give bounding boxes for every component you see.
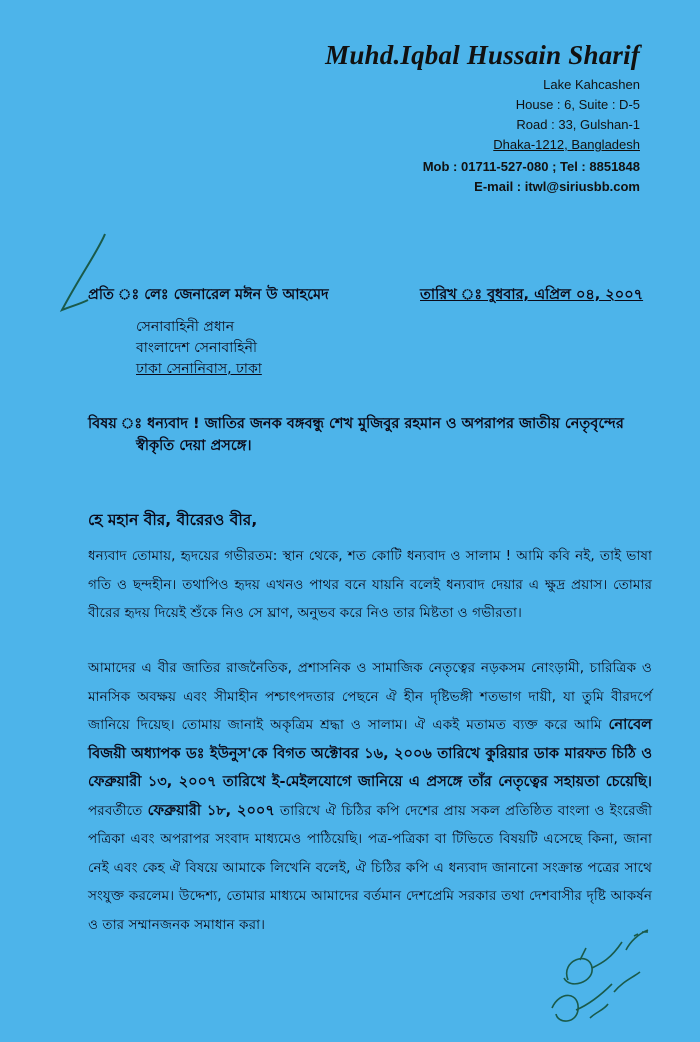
paragraph-2-bold-b: ফেব্রুয়ারী ১৮, ২০০৭ [147, 802, 275, 819]
recipient-location: ঢাকা সেনানিবাস, ঢাকা [136, 361, 262, 377]
recipient-title: সেনাবাহিনী প্রধান [136, 319, 235, 335]
address-line-2: House : 6, Suite : D-5 [515, 97, 640, 112]
letter-date: তারিখ ঃ বুধবার, এপ্রিল ০৪, ২০০৭ [420, 287, 644, 303]
address-line-3: Road : 33, Gulshan-1 [516, 117, 640, 132]
greeting: হে মহান বীর, বীরেরও বীর, [88, 511, 258, 529]
phone-line: Mob : 01711-527-080 ; Tel : 8851848 [422, 159, 640, 174]
paragraph-1: ধন্যবাদ তোমায়, হৃদয়ের গভীরতম: স্থান থেকে, শত কোটি ধন্যবাদ ও সালাম ! আমি কবি নই, তাই ভাষা গতি ও ছন্দহীন। তথাপিও হৃদয় এখনও পাথর বনে যায়নি বলেই ধন্যবাদ দেয়ার এ ক্ষুদ্র প্রয়াস। তোমার বীরের হৃদয় দিয়েই শুঁকে নিও সে ঘ্রাণ, অনুভব করে নিও তার মিষ্টতা ও গভীরতা। [88, 548, 652, 621]
letterhead [325, 40, 640, 197]
paragraph-2-c: পরবর্তীতে [88, 802, 148, 819]
subject [88, 413, 648, 457]
paragraph-2-e: তারিখে ঐ চিঠির কপি দেশের প্রায় সকল প্রতিষ্ঠিত বাংলা ও ইংরেজী পত্রিকা এবং অপরাপর সংবাদ মাধ্যমেও পাঠিয়েছি। পত্র-পত্রিকা বা টিভিতে বিষয়টি এসেছে কিনা, জানা নেই এবং কেহ ঐ বিষয়ে আমাকে লিখেনি বলেই, ঐ চিঠির কপি এ ধন্যবাদ জানানো সংক্রান্ত পত্রের সাথে সংযুক্ত করলেম। উদ্দেশ্য, তোমার মাধ্যমে আমাদের বর্তমান দেশপ্রেমি সরকার তথা দেশবাসীর দৃষ্টি আকর্ষন ও তার সম্মানজনক সমাধান করা। [88, 802, 652, 933]
handwritten-signature [530, 920, 660, 1040]
recipient-org: বাংলাদেশ সেনাবাহিনী [136, 340, 258, 356]
paragraph-2-bold-a: নোবেল বিজয়ী অধ্যাপক ডঃ ইউনুস'কে বিগত অক্টোবর ১৬, ২০০৬ তারিখে কুরিয়ার ডাক মারফত চিঠি ও ফেব্রুয়ারী ১৩, ২০০৭ তারিখে ই-মেইলযোগে জানিয়ে এ প্রসঙ্গে তাঁর নেতৃত্বের সহায়তা চেয়েছি। [88, 717, 652, 790]
email-line: E-mail : itwl@siriusbb.com [474, 179, 640, 194]
subject-line-2: স্বীকৃতি দেয়া প্রসঙ্গে। [136, 438, 252, 454]
recipient-to: প্রতি ঃ লেঃ জেনারেল মঈন উ আহমেদ [88, 287, 329, 303]
address-line-4: Dhaka-1212, Bangladesh [493, 137, 640, 152]
sender-name: Muhd.Iqbal Hussain Sharif [325, 40, 640, 70]
subject-line-1: বিষয় ঃ ধন্যবাদ ! জাতির জনক বঙ্গবন্ধু শেখ মুজিবুর রহমান ও অপরাপর জাতীয় নেতৃবৃন্দের [88, 416, 624, 432]
address-line-1: Lake Kahcashen [543, 77, 640, 92]
paragraph-2 [88, 654, 652, 939]
paragraph-2-a: আমাদের এ বীর জাতির রাজনৈতিক, প্রশাসনিক ও সামাজিক নেতৃত্বের নড়কসম নোংড়ামী, চারিত্রিক ও মানসিক অবক্ষয় এবং সীমাহীন পশ্চাৎপদতার পেছনে ঐ হীন দৃষ্টিভঙ্গী শতভাগ দায়ী, যা তুমি বীরদর্পে জানিয়ে দিয়েছ। তোমায় জানাই অকৃত্রিম শ্রদ্ধা ও সালাম। ঐ একই মতামত ব্যক্ত করে আমি [88, 660, 652, 733]
